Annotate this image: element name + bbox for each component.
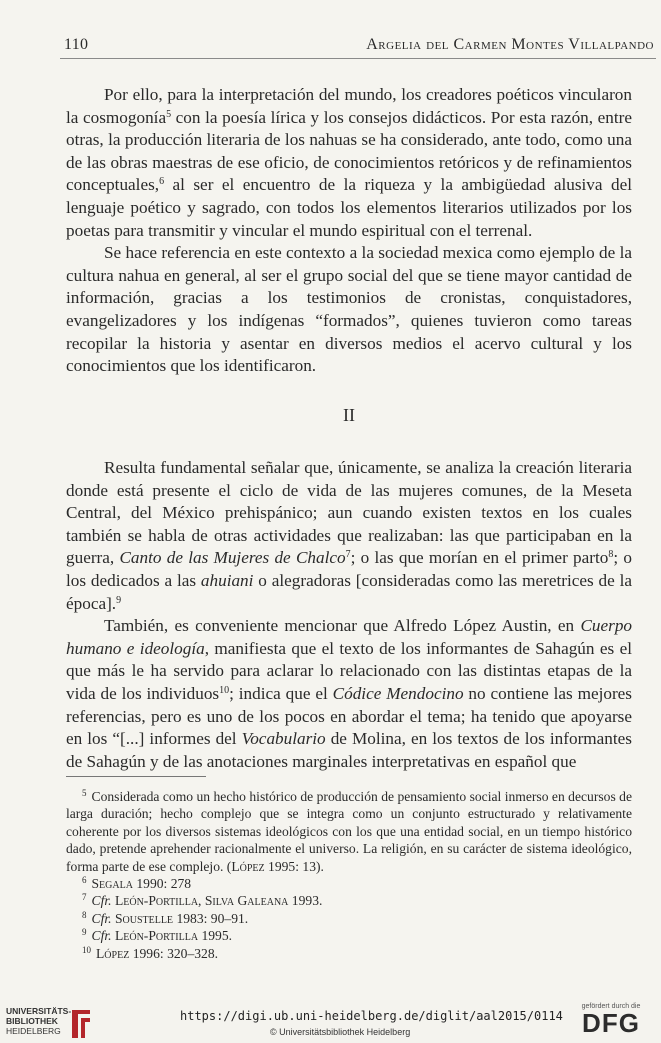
page-number: 110 xyxy=(64,36,89,53)
section-heading: II xyxy=(343,405,355,425)
paragraph-3: Resulta fundamental señalar que, únicamente, se analiza la creación literaria donde está presente el ciclo de vida de las mujeres comunes, de la Meseta Central, del México prehispánico; aun cuando existen textos en los cuales también se habla de otras actividades que realizaban: las que participaban en la guerra, Canto de las Mujeres de Chalco$^7$; o las que morían en el primer parto$^8$; o los dedicados a las ahuiani o alegradoras [consideradas como las meretrices de la época].$^9$ xyxy=(66,458,633,613)
footnote-ref-5[interactable]: 5 xyxy=(166,108,172,120)
footnote-ref-9[interactable]: 9 xyxy=(116,594,122,606)
footnote-divider xyxy=(66,776,206,777)
footnote-5: $^5$ Considerada como un hecho histórico de producción de pensamiento social inmerso en decursos de larga duración; hecho complejo que se integra como un conjunto estructurado y relativamente coherente por los diversos sistemas ideológicos con los que una entidad social, en un tiempo histórico dado, pretende aprehender racionalmente el universo. La religión, en su carácter de sistema ideológico, forma parte de ese complejo. (López 1995: 13). xyxy=(66,788,632,874)
body-text-top xyxy=(66,84,632,378)
library-logo[interactable] xyxy=(6,1006,96,1040)
paragraph-2: Se hace referencia en este contexto a la sociedad mexica como ejemplo de la cultura nahua en general, al ser el grupo social del que se tiene mayor cantidad de información, gracias a los testimonios de cronistas, conquistadores, evangelizadores y los indígenas “formados”, quienes tuvieron como tareas recopilar la historia y asentar en diversos medios el acervo cultural y los conocimientos que los identificaron. xyxy=(66,243,632,376)
footnote-8: $^8$ Cfr. Soustelle 1983: 90–91. xyxy=(82,909,249,926)
viewer-footer xyxy=(0,1000,661,1043)
paragraph-4: También, es conveniente mencionar que Alfredo López Austin, en Cuerpo humano e ideología, manifiesta que el texto de los informantes de Sahagún es el que más le ha servido para aclarar lo relacionado con las distintas etapas de la vida de los individuos$^{10}$; indica que el Códice Mendocino no contiene las mejores referencias, pero es uno de los pocos en abordar el tema; ha tenido que apoyarse en los “[...] informes del Vocabulario de Molina, en los textos de los informantes de Sahagún y de las anotaciones marginales interpretativas en español que xyxy=(66,616,632,771)
permalink-url[interactable]: https://digi.ub.uni-heidelberg.de/diglit/aal2015/0114 xyxy=(180,1009,563,1023)
library-name-line2: BIBLIOTHEK xyxy=(6,1016,58,1026)
dfg-logo: DFG xyxy=(582,1008,640,1038)
library-emblem-icon xyxy=(68,1008,94,1040)
paragraph-1: Por ello, para la interpretación del mundo, los creadores poéticos vincularon la cosmogonía$^5$ con la poesía lírica y los consejos didácticos. Por esta razón, entre otras, la producción literaria de los nahuas se ha considerado, ante todo, como una de las obras maestras de ese oficio, de conocimientos retóricos y de refinamientos conceptuales,$^6$ al ser el encuentro de la riqueza y la ambigüedad alusiva del lenguaje poético y sagrado, con todos los elementos literarios utilizados por los poetas para transmitir y vincular el mundo espiritual con el terrenal. xyxy=(66,85,633,240)
footnote-ref-6[interactable]: 6 xyxy=(159,176,165,188)
footnote-6: $^6$ Segala 1990: 278 xyxy=(82,875,192,892)
dfg-caption: gefördert durch die xyxy=(581,1003,641,1010)
body-text-bottom xyxy=(66,457,632,773)
footnote-9: $^9$ Cfr. León-Portilla 1995. xyxy=(82,927,233,944)
copyright-notice: © Universitätsbibliothek Heidelberg xyxy=(270,1027,411,1037)
running-head xyxy=(60,34,656,59)
footnote-ref-8[interactable]: 8 xyxy=(608,549,614,561)
library-name-line3: HEIDELBERG xyxy=(6,1026,61,1036)
dfg-badge xyxy=(571,1003,651,1036)
library-name-line1: UNIVERSITÄTS- xyxy=(6,1006,72,1016)
running-head-author: Argelia del Carmen Montes Villalpando xyxy=(366,36,654,53)
footnote-ref-7[interactable]: 7 xyxy=(345,549,351,561)
footnotes xyxy=(66,788,632,962)
footnote-ref-10[interactable]: 10 xyxy=(219,684,230,696)
footnote-10: $^{10}$ López 1996: 320–328. xyxy=(82,944,219,961)
footnote-7: $^7$ Cfr. León-Portilla, Silva Galeana 1993. xyxy=(82,892,323,909)
